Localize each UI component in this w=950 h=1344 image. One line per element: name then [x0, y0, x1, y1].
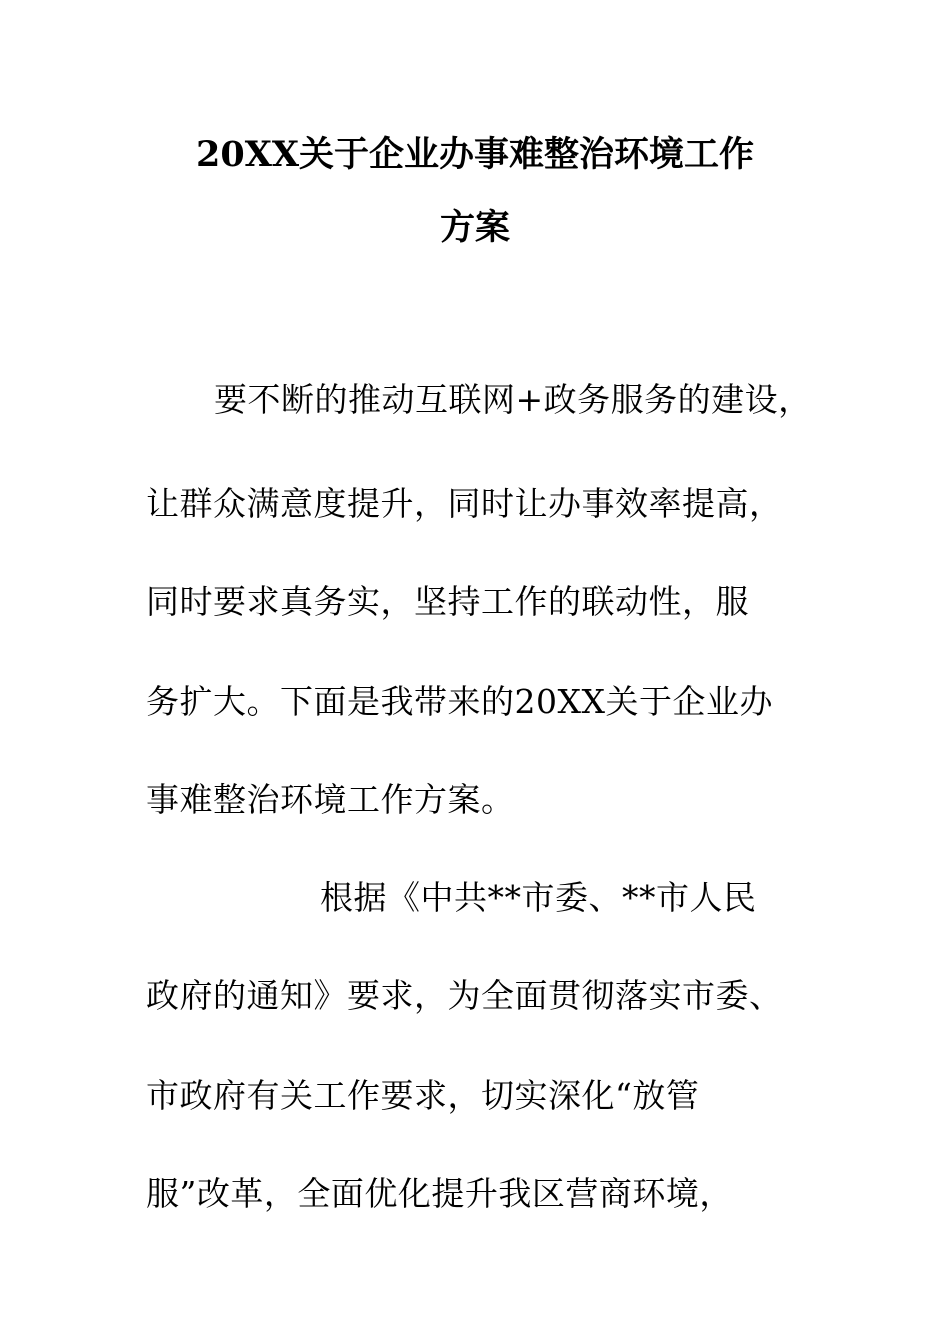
- body-text-line: 要不断的推动互联网+政务服务的建设，: [214, 380, 812, 419]
- body-text-line: 事难整治环境工作方案。: [146, 780, 515, 819]
- document-title-line-1: 20XX关于企业办事难整治环境工作: [195, 134, 755, 175]
- body-text-line: 根据《中共**市委、**市人民: [320, 878, 757, 917]
- document-title-line-2: 方案: [439, 207, 510, 248]
- body-text-line: 政府的通知》要求，为全面贯彻落实市委、: [146, 976, 783, 1015]
- body-text-line: 让群众满意度提升，同时让办事效率提高，: [146, 484, 783, 523]
- body-text-line: 服”改革，全面优化提升我区营商环境，: [146, 1174, 733, 1213]
- body-text-line: 务扩大。下面是我带来的20XX关于企业办: [146, 682, 773, 721]
- body-text-line: 市政府有关工作要求，切实深化“放管: [146, 1076, 700, 1115]
- body-text-line: 同时要求真务实，坚持工作的联动性，服: [146, 582, 749, 621]
